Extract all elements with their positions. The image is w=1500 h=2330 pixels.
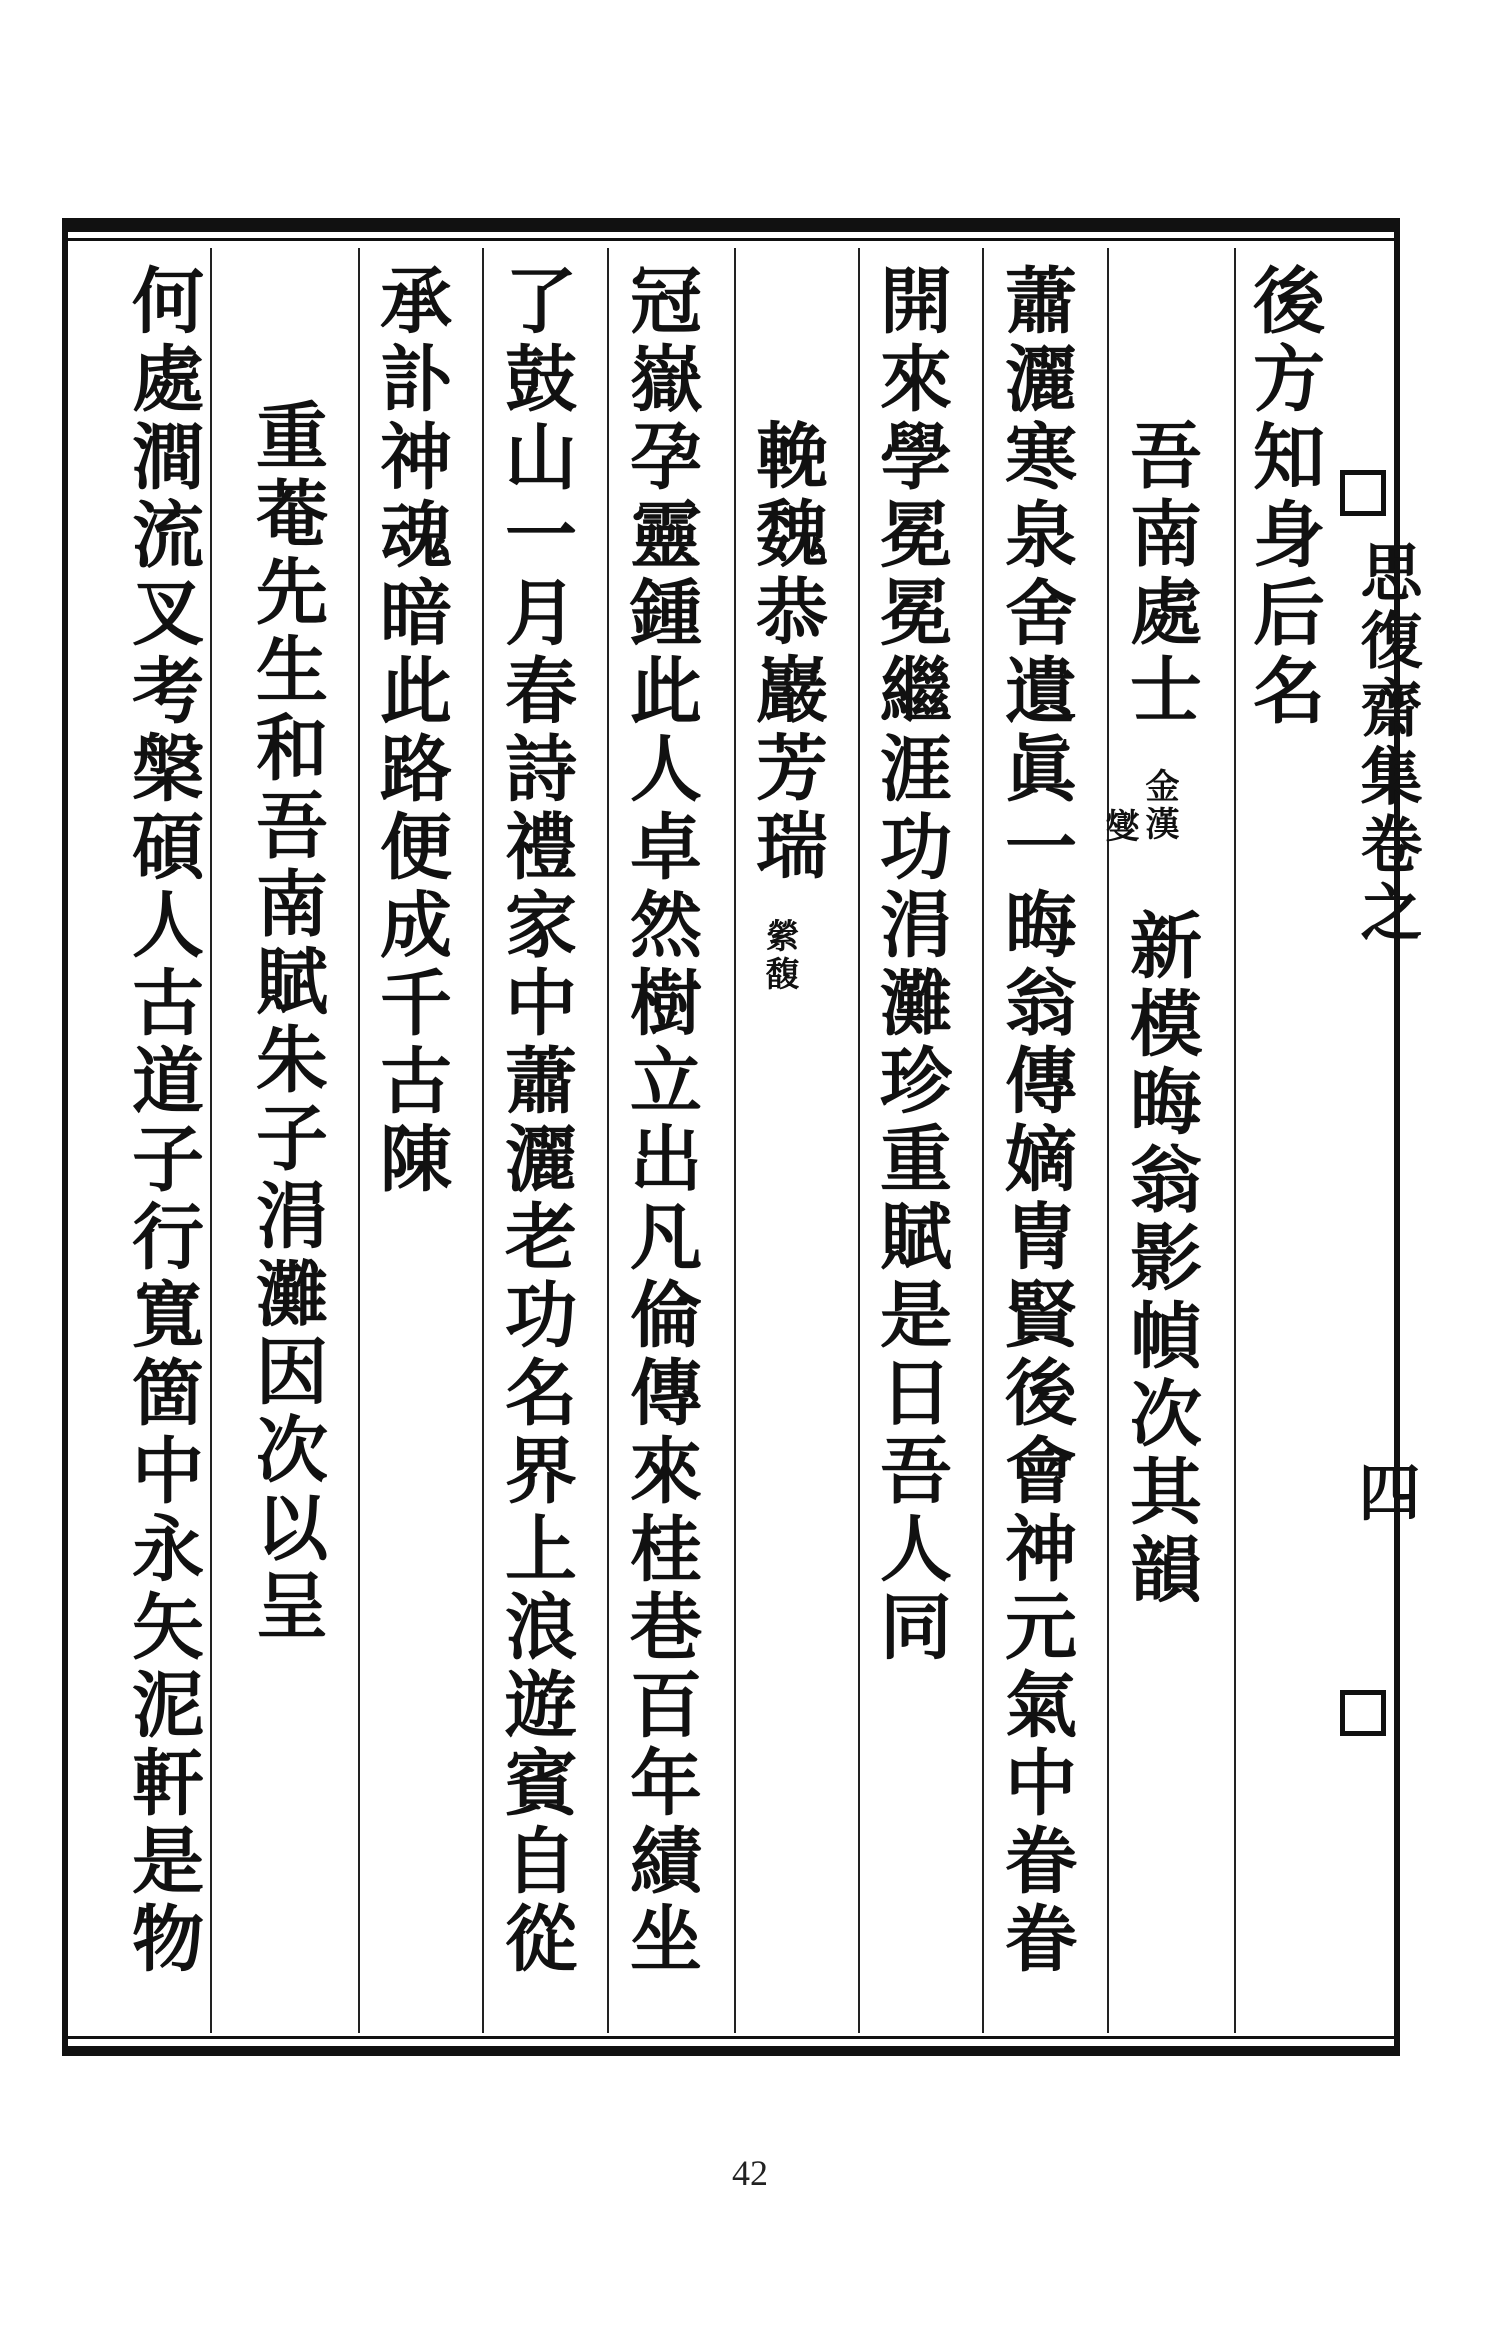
- margin-leaf-number: 四: [1348, 1460, 1421, 1522]
- frame-border-right: [1394, 218, 1400, 2056]
- text-column-1: 後方知身后名: [1241, 263, 1326, 731]
- text-column-8: 承訃神魂暗此路便成千古陳: [368, 263, 453, 1199]
- column-rule: [982, 248, 984, 2033]
- fishtail-mark-top: [1340, 470, 1386, 516]
- text-column-7: 了鼓山一月春詩禮家中蕭灑老功名界上浪遊賓自從: [493, 263, 578, 1979]
- author-note-2: 燮: [1099, 808, 1139, 846]
- fishtail-mark-bottom: [1340, 1690, 1386, 1736]
- frame-border-top-inner: [62, 238, 1400, 241]
- frame-border-bottom-inner: [62, 2036, 1400, 2039]
- text-column-3: 蕭灑寒泉舍遺眞一晦翁傳嫡冑賢後會神元氣中眷眷: [993, 263, 1078, 1979]
- author-note-1: 金漢: [1139, 768, 1179, 844]
- margin-book-title: 思復齋集卷之: [1350, 540, 1423, 948]
- text-column-9: 重菴先生和吾南賦朱子涓灘因次以呈: [244, 398, 329, 1646]
- text-column-2: 吾南處士: [1118, 418, 1203, 730]
- frame-border-left: [62, 218, 68, 2056]
- column-rule: [734, 248, 736, 2033]
- frame-border-bottom: [62, 2046, 1400, 2056]
- page-frame: [62, 218, 1342, 2063]
- frame-border-top: [62, 218, 1400, 232]
- column-rule: [482, 248, 484, 2033]
- text-column-6: 冠嶽孕靈鍾此人卓然樹立出凡倫傳來桂巷百年績坐: [618, 263, 703, 1979]
- column-rule: [858, 248, 860, 2033]
- column-rule: [210, 248, 212, 2033]
- column-rule: [1107, 248, 1109, 2033]
- elegy-title: 輓魏恭巖芳瑞: [744, 418, 829, 886]
- column-rule: [358, 248, 360, 2033]
- page-number: 42: [732, 2153, 768, 2193]
- column-rule: [607, 248, 609, 2033]
- text-column-10: 何處澗流叉考槃碩人古道子行寬箇中永矢泥軒是物: [120, 263, 205, 1979]
- elegy-author-note: 縈馥: [759, 918, 799, 994]
- text-column-2-tail: 新模晦翁影幀次其韻: [1118, 908, 1203, 1610]
- text-column-4: 開來學冕冕繼涯功涓灘珍重賦是日吾人同: [868, 263, 953, 1667]
- column-rule: [1234, 248, 1236, 2033]
